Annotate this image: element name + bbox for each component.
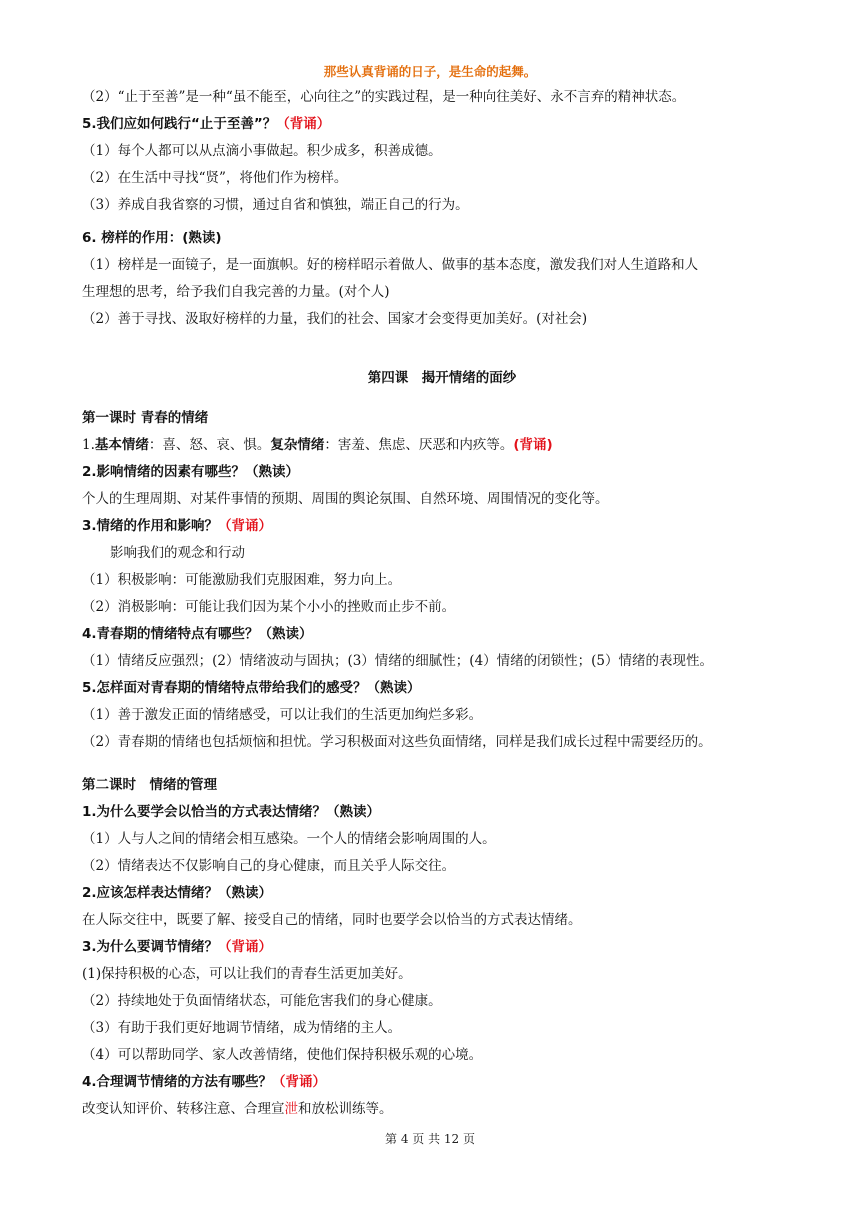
term-label: 复杂情绪	[270, 437, 325, 453]
question-heading	[82, 459, 782, 486]
answer-item: 在人际交往中，既要了解、接受自己的情绪，同时也要学会以恰当的方式表达情绪。	[82, 912, 582, 928]
answer-item: （2）青春期的情绪也包括烦恼和担忧。学习积极面对这些负面情绪，同样是我们成长过程中需要经历的。	[82, 734, 712, 750]
section-title: 第一课时 青春的情绪	[82, 410, 209, 426]
answer-item: 影响我们的观念和行动	[110, 545, 245, 561]
answer-item	[82, 1096, 782, 1123]
highlighted-char: 泄	[284, 1101, 298, 1117]
question-text: 4.青春期的情绪特点有哪些？（熟读）	[82, 626, 313, 642]
question-text: 5.怎样面对青春期的情绪特点带给我们的感受？（熟读）	[82, 680, 421, 696]
answer-item: 个人的生理周期、对某件事情的预期、周围的舆论氛围、自然环境、周围情况的变化等。	[82, 491, 609, 507]
answer-item: （3）有助于我们更好地调节情绪，成为情绪的主人。	[82, 1020, 402, 1036]
question-heading	[82, 513, 782, 540]
answer-item: （2）持续地处于负面情绪状态，可能危害我们的身心健康。	[82, 993, 442, 1009]
question-heading	[82, 621, 782, 648]
question-heading	[82, 675, 782, 702]
question-heading	[82, 934, 782, 961]
answer-text: 和放松训练等。	[298, 1101, 393, 1117]
answer-item: （1）情绪反应强烈；(2）情绪波动与固执；(3）情绪的细腻性；(4）情绪的闭锁性；(5）情绪的表现性。	[82, 653, 714, 669]
answer-item: (1)保持积极的心态，可以让我们的青春生活更加美好。	[82, 966, 412, 982]
paragraph: （2）“止于至善”是一种“虽不能至，心向往之”的实践过程，是一种向往美好、永不言弃的精神状态。	[82, 89, 686, 105]
tag-recite: （背诵）	[218, 518, 273, 534]
tag-recite: (背诵)	[513, 437, 553, 453]
question-text: 2.影响情绪的因素有哪些？（熟读）	[82, 464, 300, 480]
answer-item: （1）榜样是一面镜子，是一面旗帜。好的榜样昭示着做人、做事的基本态度，激发我们对人生道路和人	[82, 257, 699, 273]
answer-item: （2）在生活中寻找“贤”，将他们作为榜样。	[82, 170, 348, 186]
tag-recite: （背诵）	[272, 1074, 327, 1090]
page-content	[82, 84, 782, 1123]
answer-text: 改变认知评价、转移注意、合理宣	[82, 1101, 285, 1117]
answer-item: （2）善于寻找、汲取好榜样的力量，我们的社会、国家才会变得更加美好。(对社会)	[82, 311, 588, 327]
question-heading	[82, 111, 782, 138]
tag-recite: （背诵）	[276, 116, 331, 132]
answer-item: 生理想的思考，给予我们自我完善的力量。(对个人)	[82, 284, 390, 300]
answer-item: （2）情绪表达不仅影响自己的身心健康，而且关乎人际交往。	[82, 858, 456, 874]
header-motto: 那些认真背诵的日子，是生命的起舞。	[323, 64, 537, 79]
question-text: 3.情绪的作用和影响？	[82, 518, 219, 534]
answer-item: （4）可以帮助同学、家人改善情绪，使他们保持积极乐观的心境。	[82, 1047, 483, 1063]
page-number-footer: 第 4 页 共 12 页	[385, 1132, 475, 1146]
question-text: 5.我们应如何践行“止于至善”？	[82, 116, 277, 132]
item-number: 1.	[82, 437, 95, 453]
answer-item: （1）积极影响：可能激励我们克服困难，努力向上。	[82, 572, 402, 588]
question-heading	[82, 432, 782, 459]
term-text: ：喜、怒、哀、惧。	[148, 437, 271, 453]
question-text: 6. 榜样的作用：(熟读)	[82, 230, 222, 246]
question-text: 3.为什么要调节情绪？	[82, 939, 219, 955]
question-text: 2.应该怎样表达情绪？（熟读）	[82, 885, 273, 901]
question-text: 1.为什么要学会以恰当的方式表达情绪？（熟读）	[82, 804, 381, 820]
answer-item: （2）消极影响：可能让我们因为某个小小的挫败而止步不前。	[82, 599, 456, 615]
section-title: 第二课时 情绪的管理	[82, 777, 217, 793]
term-text: ：害羞、焦虑、厌恶和内疚等。	[324, 437, 514, 453]
question-heading	[82, 799, 782, 826]
tag-recite: （背诵）	[218, 939, 273, 955]
answer-item: （1）善于激发正面的情绪感受，可以让我们的生活更加绚烂多彩。	[82, 707, 483, 723]
question-heading	[82, 880, 782, 907]
question-heading	[82, 1069, 782, 1096]
lesson-title: 第四课 揭开情绪的面纱	[367, 369, 517, 386]
question-heading	[82, 225, 782, 252]
answer-item: （3）养成自我省察的习惯，通过自省和慎独，端正自己的行为。	[82, 197, 469, 213]
term-label: 基本情绪	[94, 437, 149, 453]
question-text: 4.合理调节情绪的方法有哪些？	[82, 1074, 273, 1090]
answer-item: （1）每个人都可以从点滴小事做起。积少成多，积善成德。	[82, 143, 442, 159]
answer-item: （1）人与人之间的情绪会相互感染。一个人的情绪会影响周围的人。	[82, 831, 496, 847]
